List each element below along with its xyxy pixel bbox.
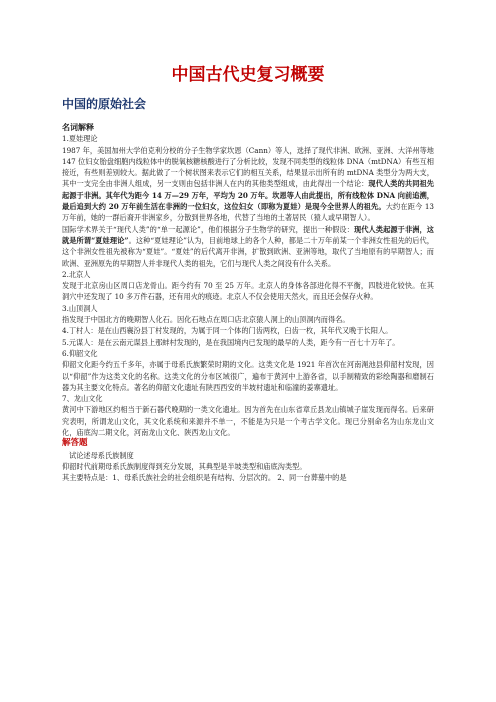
paragraph-upper-cave: 指发现于中国北方的晚期智人化石。因化石地点在周口店北京猿人洞上的山顶洞内而得名。 xyxy=(62,315,350,325)
paragraph-longshan: 黄河中下游地区约相当于新石器代晚期的一类文化遗址。因为首先在山东省章丘县龙山镇城子崖发现而得名。后来研究表明，所谓龙山文化，其文化系统和来源并不单一，不能是为只是一个考古学文化。现已分别命名为山东龙山文化，庙底沟二期文化，河南龙山文化、陕西龙山文化。 xyxy=(62,405,434,438)
eve-1-text: 1987 年，美国加州大学伯克利分校的分子生物学家坎恩（Cann）等人，选择了现代非洲、欧洲、亚洲、大洋州等地 147 位妇女胎盘细胞内线粒体中的脱氧核糖核酸进行了分析比较，发现不同类型的线粒体 DNA（mtDNA）有些互相接近，有些则差别较大。据此做了一个树状图来表示它们的相互关系，结果显示出所有的 mtDNA 类型分为两大支，其中一支完全由非洲人组成，另一支则由包括非洲人在内的其他类型组成，由此得出一个结论： xyxy=(62,145,434,189)
section-heading: 中国的原始社会 xyxy=(62,97,147,111)
heading-terms: 名词解释 xyxy=(62,122,94,132)
paragraph-matriarchal-1: 仰韶时代前期母系氏族制度得到充分发展，其典型是半坡类型和庙底沟类型。 xyxy=(62,461,307,471)
paragraph-yuanmou: 5.元谋人：是在云南元谋县上那蚌村发现的，是在我国境内已发现的最早的人类，距今有一百七十万年了。 xyxy=(62,337,400,347)
paragraph-matriarchal-2: 其主要特点是：1、母系氏族社会的社会组织是有结构、分层次的。 2、同一台葬墓中的是 xyxy=(62,473,347,483)
document-title: 中国古代史复习概要 xyxy=(171,65,325,85)
term-heading-upper-cave: 3.山顶洞人 xyxy=(62,303,98,313)
eve-1-emphasis: 现代人类的共同祖先起源于非洲。其年代为距今 14 万—29 万年，平均为 20 万年。坎恩等人由此提出，所有线粒体 DNA 向前追溯，最后追到大约 20 万年前生活在非洲的一位妇女，这位妇女（即称为夏娃）是现今全世界人的祖先。 xyxy=(62,179,434,212)
term-heading-yangshao: 6.仰韶文化 xyxy=(62,348,98,358)
paragraph-dingcun: 4.丁村人：是在山西襄汾县丁村发现的，为属于同一个体的门齿两枚，臼齿一枚，其年代又晚于长阳人。 xyxy=(62,326,393,336)
paragraph-eve-1 xyxy=(62,145,434,224)
question-matriarchal: 试论述母系氏族制度 xyxy=(69,450,134,460)
term-heading-longshan: 7、龙山文化 xyxy=(62,394,103,404)
term-heading-eve: 1.夏娃理论 xyxy=(62,134,98,144)
eve-2-text: 国际学术界关于“现代人类”的“单一起源论”，他们根据分子生物学的研究，提出一种假设： xyxy=(62,224,354,234)
term-heading-peking-man: 2.北京人 xyxy=(62,269,91,279)
document-body xyxy=(62,122,434,484)
eve-2-tail: 。这种“夏娃理论”认为，目前地球上的各个人种，都是二十万年前某一个非洲女性祖先的后代，这个非洲女性祖先被称为“夏娃”。“夏娃”的后代离开非洲，扩散到欧洲、亚洲等地，取代了当地原有的早期智人；而欧洲、亚洲原先的早期智人并非现代人类的祖先，它们与现代人类之间没有什么关系。 xyxy=(62,235,434,268)
heading-answers: 解答题 xyxy=(62,438,88,449)
paragraph-peking-man: 发现于北京房山区周口店龙骨山。距今约有 70 至 25 万年。北京人的身体各部进化得不平衡，四肢进化较快。在其洞穴中还发现了 10 多万件石器，还有用火的痕迹。北京人不仅会使用天然火，而且还会保存火种。 xyxy=(62,281,434,302)
paragraph-eve-2 xyxy=(62,224,434,269)
eve-1-tail: 大约在距今 13 万年前，她的一群后裔开非洲家乡，分散到世界各地，代替了当地的土著居民（猿人或早期智人）。 xyxy=(62,202,435,223)
paragraph-yangshao: 仰韶文化距今约五千多年，亦属于母系氏族繁荣时期的文化。这类文化是 1921 年首次在河南渑池县仰韶村发现，因以“仰韶”作为这类文化的名称。这类文化的分布区域很广，遍布于黄河中上游各省，以手制精致的彩绘陶器和磨制石器为其主要文化特点。著名的仰韶文化遗址有陕西西安的半坡村遗址和临潼的姜寨遗址。 xyxy=(62,360,434,392)
eve-2-emphasis: 现代人类起源于非洲，这就是所谓“夏娃理论” xyxy=(62,224,434,245)
